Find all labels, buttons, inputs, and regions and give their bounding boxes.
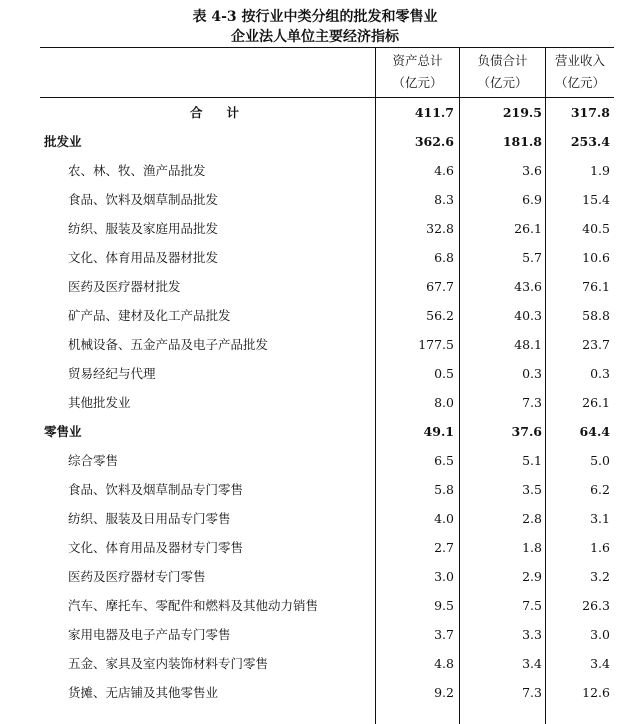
column-header-name: 负债合计	[477, 53, 528, 68]
row-assets: 4.6	[434, 163, 454, 178]
row-label: 医药及医疗器材专门零售	[68, 569, 206, 584]
category-assets: 49.1	[423, 424, 454, 439]
table-row	[40, 156, 614, 185]
row-revenue: 1.6	[590, 540, 610, 555]
table-row	[40, 620, 614, 649]
row-revenue: 40.5	[582, 221, 610, 236]
row-label: 机械设备、五金产品及电子产品批发	[68, 337, 269, 352]
row-assets: 9.5	[434, 598, 454, 613]
row-liabilities: 3.6	[522, 163, 542, 178]
row-assets: 32.8	[426, 221, 454, 236]
row-assets: 6.5	[434, 453, 454, 468]
row-assets: 177.5	[418, 337, 454, 352]
row-label: 家用电器及电子产品专门零售	[68, 627, 231, 642]
row-assets: 56.2	[426, 308, 454, 323]
row-assets: 5.8	[434, 482, 454, 497]
total-label: 合计	[190, 105, 264, 120]
row-label: 贸易经纪与代理	[68, 366, 156, 381]
row-revenue: 6.2	[590, 482, 610, 497]
table-row	[40, 446, 614, 475]
table-row	[40, 272, 614, 301]
row-liabilities: 0.3	[522, 366, 542, 381]
column-header	[376, 50, 459, 94]
table-row	[40, 504, 614, 533]
row-assets: 2.7	[434, 540, 454, 555]
row-revenue: 10.6	[582, 250, 610, 265]
row-liabilities: 43.6	[514, 279, 542, 294]
row-label: 纺织、服装及家庭用品批发	[68, 221, 219, 236]
row-revenue: 3.1	[590, 511, 610, 526]
row-label: 食品、饮料及烟草制品批发	[68, 192, 219, 207]
category-revenue: 64.4	[579, 424, 610, 439]
row-liabilities: 3.4	[522, 656, 542, 671]
category-assets: 362.6	[414, 134, 454, 149]
row-assets: 9.2	[434, 685, 454, 700]
table-row	[40, 649, 614, 678]
row-label: 医药及医疗器材批发	[68, 279, 181, 294]
table-row	[40, 330, 614, 359]
row-label: 农、林、牧、渔产品批发	[68, 163, 206, 178]
table-row	[40, 214, 614, 243]
row-liabilities: 3.3	[522, 627, 542, 642]
column-header	[460, 50, 545, 94]
column-header-unit: （亿元）	[392, 75, 443, 90]
row-label: 五金、家具及室内装饰材料专门零售	[68, 656, 269, 671]
row-assets: 0.5	[434, 366, 454, 381]
total-assets: 411.7	[414, 105, 454, 120]
row-liabilities: 1.8	[522, 540, 542, 555]
row-liabilities: 48.1	[514, 337, 542, 352]
row-liabilities: 40.3	[514, 308, 542, 323]
top-rule	[40, 47, 614, 48]
row-liabilities: 7.5	[522, 598, 542, 613]
row-assets: 67.7	[426, 279, 454, 294]
row-revenue: 58.8	[582, 308, 610, 323]
category-revenue: 253.4	[570, 134, 610, 149]
table-row	[40, 678, 614, 707]
row-label: 汽车、摩托车、零配件和燃料及其他动力销售	[68, 598, 319, 613]
table-row	[40, 562, 614, 591]
row-revenue: 3.4	[590, 656, 610, 671]
row-label: 纺织、服装及日用品专门零售	[68, 511, 231, 526]
category-row-wholesale	[40, 127, 614, 156]
table-row	[40, 301, 614, 330]
row-revenue: 26.3	[582, 598, 610, 613]
table-row	[40, 388, 614, 417]
row-liabilities: 5.1	[522, 453, 542, 468]
column-header-name: 资产总计	[392, 53, 443, 68]
row-label: 货摊、无店铺及其他零售业	[68, 685, 219, 700]
row-liabilities: 7.3	[522, 685, 542, 700]
row-liabilities: 3.5	[522, 482, 542, 497]
row-revenue: 15.4	[582, 192, 610, 207]
table-row	[40, 359, 614, 388]
row-revenue: 76.1	[582, 279, 610, 294]
row-revenue: 0.3	[590, 366, 610, 381]
table-row	[40, 533, 614, 562]
column-header-name: 营业收入	[554, 53, 605, 68]
row-assets: 3.7	[434, 627, 454, 642]
column-header	[546, 50, 614, 94]
row-label: 其他批发业	[68, 395, 131, 410]
table-subtitle: 企业法人单位主要经济指标	[231, 29, 399, 45]
row-revenue: 26.1	[582, 395, 610, 410]
category-label: 批发业	[44, 134, 82, 149]
column-header-unit: （亿元）	[554, 75, 605, 90]
row-revenue: 23.7	[582, 337, 610, 352]
table-row	[40, 591, 614, 620]
row-revenue: 1.9	[590, 163, 610, 178]
row-assets: 4.0	[434, 511, 454, 526]
row-liabilities: 7.3	[522, 395, 542, 410]
category-liabilities: 181.8	[502, 134, 542, 149]
row-assets: 8.0	[434, 395, 454, 410]
table-row	[40, 243, 614, 272]
row-label: 综合零售	[68, 453, 119, 468]
row-label: 食品、饮料及烟草制品专门零售	[68, 482, 244, 497]
total-revenue: 317.8	[570, 105, 610, 120]
row-label: 文化、体育用品及器材批发	[68, 250, 219, 265]
row-liabilities: 6.9	[522, 192, 542, 207]
row-revenue: 5.0	[590, 453, 610, 468]
row-revenue: 12.6	[582, 685, 610, 700]
row-liabilities: 2.9	[522, 569, 542, 584]
row-assets: 4.8	[434, 656, 454, 671]
row-assets: 3.0	[434, 569, 454, 584]
row-assets: 6.8	[434, 250, 454, 265]
column-header-unit: （亿元）	[477, 75, 528, 90]
category-liabilities: 37.6	[511, 424, 542, 439]
total-row	[40, 98, 614, 127]
row-revenue: 3.0	[590, 627, 610, 642]
row-assets: 8.3	[434, 192, 454, 207]
total-liabilities: 219.5	[502, 105, 542, 120]
row-label: 矿产品、建材及化工产品批发	[68, 308, 231, 323]
table-title: 表 4-3 按行业中类分组的批发和零售业	[192, 9, 438, 25]
row-liabilities: 2.8	[522, 511, 542, 526]
table-row	[40, 475, 614, 504]
category-label: 零售业	[44, 424, 82, 439]
row-liabilities: 26.1	[514, 221, 542, 236]
category-row-retail	[40, 417, 614, 446]
table-row	[40, 185, 614, 214]
row-liabilities: 5.7	[522, 250, 542, 265]
row-revenue: 3.2	[590, 569, 610, 584]
row-label: 文化、体育用品及器材专门零售	[68, 540, 244, 555]
